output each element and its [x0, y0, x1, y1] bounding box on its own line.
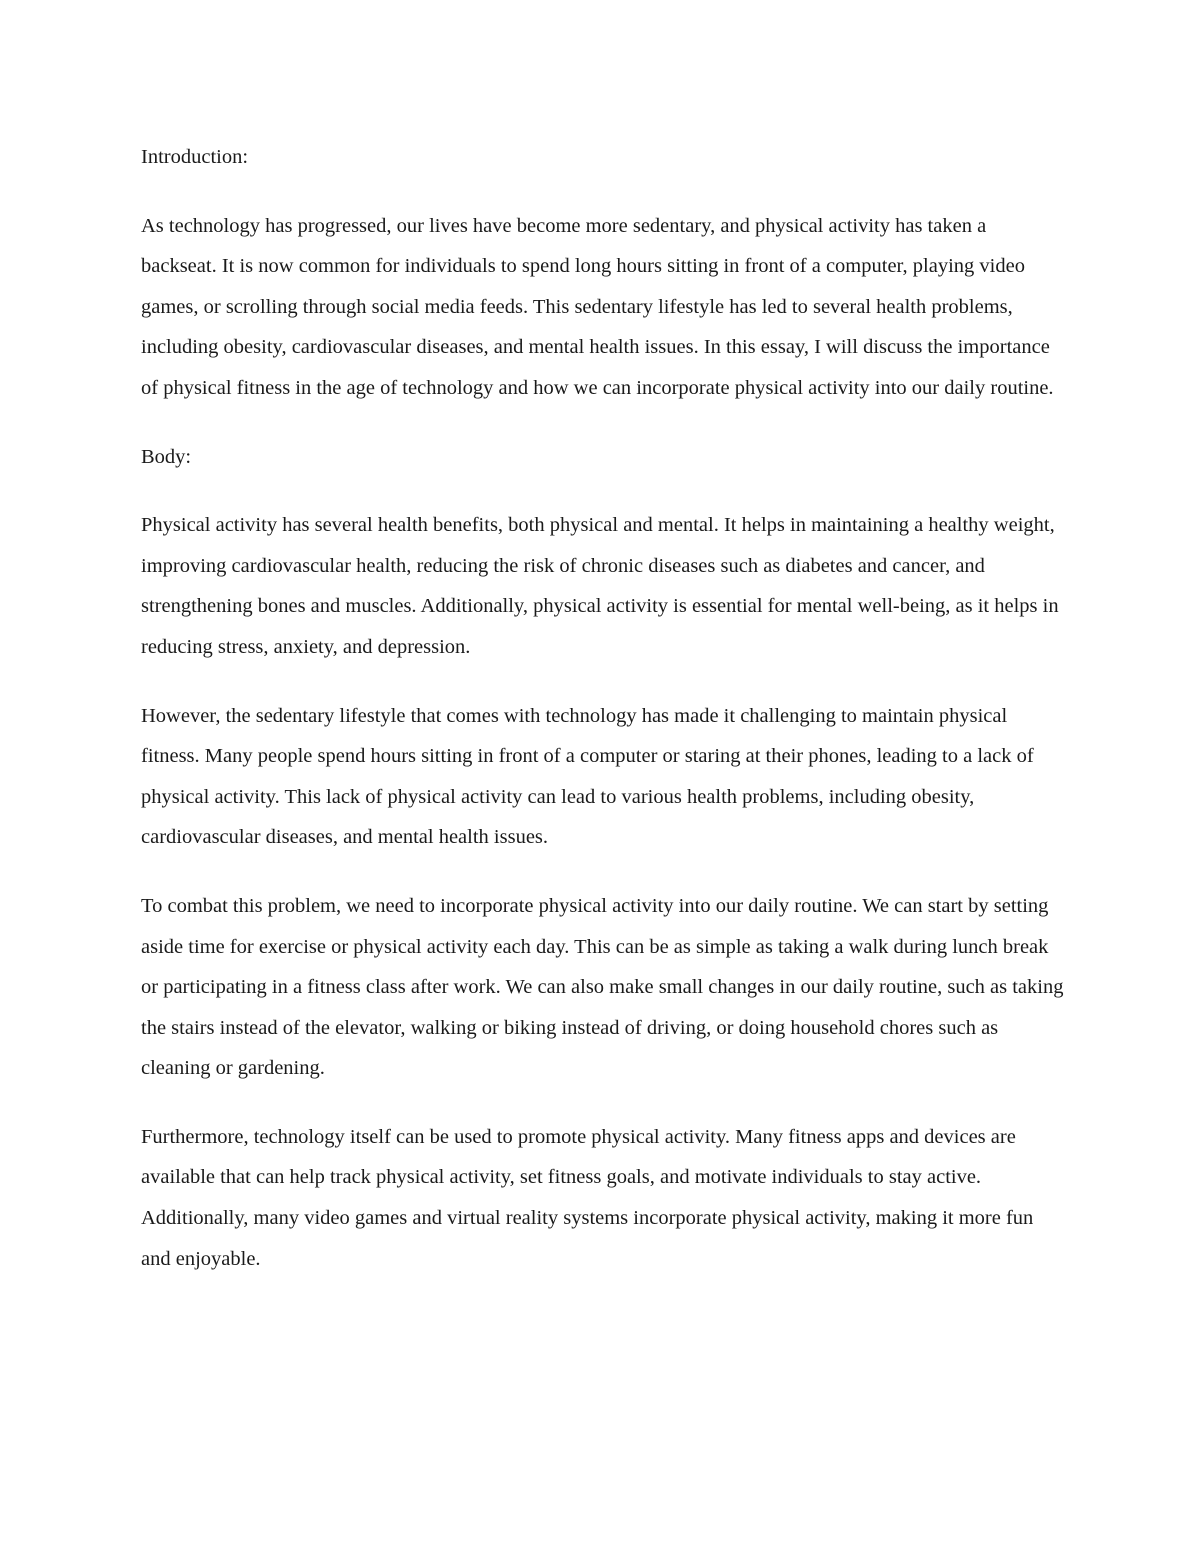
body-paragraph-benefits: Physical activity has several health benefits, both physical and mental. It helps in maintaining a healthy weight, improving cardiovascular health, reducing the risk of chronic diseases such as diabetes and cancer, and strengthening bones and muscles. Additionally, physical activity is essential for mental well-being, as it helps in reducing stress, anxiety, and depression.	[141, 514, 1059, 658]
intro-paragraph: As technology has progressed, our lives have become more sedentary, and physical activity has taken a backseat. It is now common for individuals to spend long hours sitting in front of a computer, playing video games, or scrolling through social media feeds. This sedentary lifestyle has led to several health problems, including obesity, cardiovascular diseases, and mental health issues. In this essay, I will discuss the importance of physical fitness in the age of technology and how we can incorporate physical activity into our daily routine.	[141, 214, 1054, 399]
document-body	[141, 137, 1066, 1307]
body-paragraph-sedentary: However, the sedentary lifestyle that comes with technology has made it challenging to maintain physical fitness. Many people spend hours sitting in front of a computer or staring at their phones, leading to a lack of physical activity. This lack of physical activity can lead to various health problems, including obesity, cardiovascular diseases, and mental health issues.	[141, 704, 1034, 849]
body-heading: Body:	[141, 445, 192, 468]
intro-heading: Introduction:	[141, 146, 249, 168]
body-paragraph-routine: To combat this problem, we need to incorporate physical activity into our daily routine. We can start by setting aside time for exercise or physical activity each day. This can be as simple as taking a walk during lunch break or participating in a fitness class after work. We can also make small changes in our daily routine, such as taking the stairs instead of the elevator, walking or biking instead of driving, or doing household chores such as cleaning or gardening.	[141, 894, 1064, 1080]
body-paragraph-technology: Furthermore, technology itself can be used to promote physical activity. Many fitness apps and devices are available that can help track physical activity, set fitness goals, and motivate individuals to stay active. Additionally, many video games and virtual reality systems incorporate physical activity, making it more fun and enjoyable.	[141, 1125, 1034, 1270]
